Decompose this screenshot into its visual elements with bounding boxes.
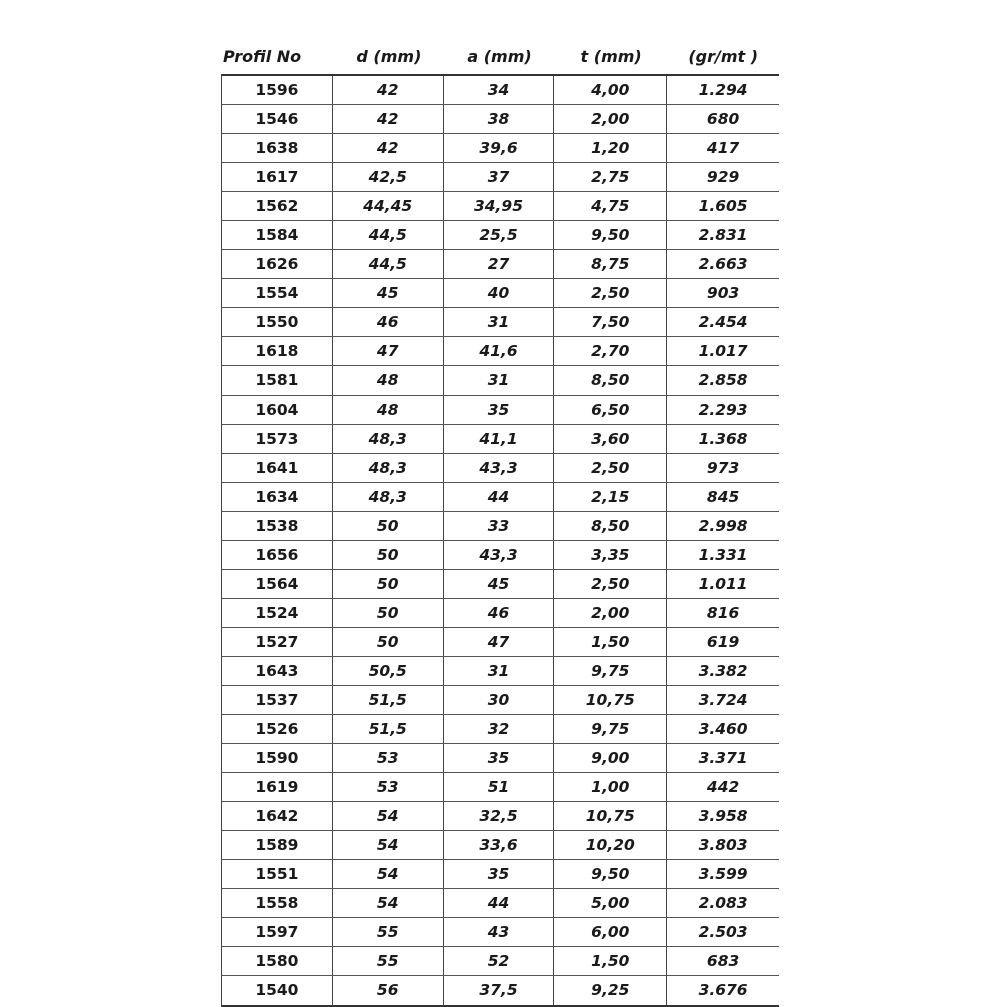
cell-d-mm: 56 [333,976,444,1004]
cell-a-mm: 43,3 [444,541,555,569]
cell-a-mm: 39,6 [444,134,555,162]
cell-d-mm: 48 [333,396,444,424]
table-row [222,889,779,918]
cell-gr-mt: 3.382 [698,661,748,680]
cell-a-mm: 27 [444,250,555,278]
table-row [222,628,779,657]
cell-a-mm: 45 [444,570,555,598]
table-row [222,483,779,512]
cell-gr-mt: 3.958 [698,807,748,826]
cell-t-mm: 7,50 [554,308,667,336]
cell-a-mm: 30 [444,686,555,714]
cell-gr-mt: 1.294 [698,81,748,100]
cell-gr-mt: 1.605 [698,197,748,216]
table-row [222,134,779,163]
cell-profil-no: 1604 [222,396,333,424]
cell-a-mm: 38 [444,105,555,133]
cell-profil-no: 1597 [222,918,333,946]
cell-a-mm: 35 [444,860,555,888]
cell-t-mm: 2,00 [554,105,667,133]
cell-t-mm: 3,60 [554,425,667,453]
cell-gr-mt: 2.503 [698,923,748,942]
cell-gr-mt: 2.998 [698,516,748,535]
cell-d-mm: 54 [333,860,444,888]
table-row [222,454,779,483]
cell-t-mm: 10,20 [554,831,667,859]
cell-a-mm: 31 [444,366,555,394]
cell-profil-no: 1617 [222,163,333,191]
cell-a-mm: 51 [444,773,555,801]
cell-profil-no: 1643 [222,657,333,685]
cell-d-mm: 42 [333,134,444,162]
cell-gr-mt: 619 [706,632,740,651]
cell-t-mm: 3,35 [554,541,667,569]
cell-profil-no: 1581 [222,366,333,394]
cell-gr-mt: 417 [706,139,740,158]
cell-profil-no: 1546 [222,105,333,133]
cell-gr-mt: 903 [706,284,740,303]
table-row [222,337,779,366]
table-row [222,744,779,773]
table-row [222,773,779,802]
cell-profil-no: 1642 [222,802,333,830]
cell-gr-mt: 1.331 [698,545,748,564]
table-row [222,570,779,599]
cell-profil-no: 1638 [222,134,333,162]
cell-gr-mt: 1.368 [698,429,748,448]
cell-d-mm: 54 [333,889,444,917]
cell-gr-mt: 3.371 [698,749,748,768]
table-row [222,192,779,221]
cell-gr-mt: 2.293 [698,400,748,419]
header-a-mm: a (mm) [467,46,532,66]
cell-t-mm: 2,50 [554,454,667,482]
table-row [222,860,779,889]
table-row [222,831,779,860]
cell-a-mm: 37,5 [444,976,555,1004]
cell-t-mm: 8,50 [554,366,667,394]
table-row [222,279,779,308]
cell-d-mm: 48,3 [333,425,444,453]
cell-profil-no: 1634 [222,483,333,511]
cell-a-mm: 31 [444,308,555,336]
cell-profil-no: 1584 [222,221,333,249]
cell-d-mm: 44,5 [333,221,444,249]
cell-t-mm: 4,00 [554,76,667,104]
cell-d-mm: 48,3 [333,483,444,511]
cell-a-mm: 25,5 [444,221,555,249]
cell-t-mm: 2,50 [554,570,667,598]
cell-d-mm: 50 [333,512,444,540]
cell-t-mm: 8,75 [554,250,667,278]
cell-d-mm: 53 [333,744,444,772]
cell-gr-mt: 845 [706,487,740,506]
table-row [222,599,779,628]
cell-profil-no: 1626 [222,250,333,278]
cell-d-mm: 42 [333,76,444,104]
cell-d-mm: 50 [333,628,444,656]
cell-profil-no: 1526 [222,715,333,743]
table-row [222,105,779,134]
cell-d-mm: 46 [333,308,444,336]
cell-d-mm: 44,45 [333,192,444,220]
cell-t-mm: 8,50 [554,512,667,540]
cell-a-mm: 34 [444,76,555,104]
cell-a-mm: 35 [444,744,555,772]
table-row [222,366,779,395]
cell-t-mm: 5,00 [554,889,667,917]
cell-a-mm: 43 [444,918,555,946]
cell-a-mm: 34,95 [444,192,555,220]
table-row [222,308,779,337]
cell-a-mm: 47 [444,628,555,656]
cell-profil-no: 1573 [222,425,333,453]
cell-t-mm: 9,50 [554,221,667,249]
cell-profil-no: 1524 [222,599,333,627]
cell-d-mm: 48 [333,366,444,394]
cell-profil-no: 1540 [222,976,333,1004]
cell-d-mm: 44,5 [333,250,444,278]
table-row [222,396,779,425]
cell-t-mm: 2,00 [554,599,667,627]
cell-t-mm: 4,75 [554,192,667,220]
cell-t-mm: 9,50 [554,860,667,888]
cell-d-mm: 42 [333,105,444,133]
cell-d-mm: 50 [333,570,444,598]
cell-a-mm: 44 [444,889,555,917]
cell-a-mm: 43,3 [444,454,555,482]
cell-t-mm: 9,25 [554,976,667,1004]
cell-d-mm: 55 [333,947,444,975]
table-row [222,76,779,105]
table-row [222,425,779,454]
cell-t-mm: 1,50 [554,628,667,656]
cell-a-mm: 35 [444,396,555,424]
cell-gr-mt: 929 [706,168,740,187]
header-profil-no: Profil No [223,46,302,66]
cell-gr-mt: 973 [706,458,740,477]
cell-a-mm: 41,6 [444,337,555,365]
cell-a-mm: 37 [444,163,555,191]
header-gr-mt: (gr/mt ) [688,46,759,66]
cell-gr-mt: 816 [706,603,740,622]
cell-profil-no: 1590 [222,744,333,772]
cell-a-mm: 46 [444,599,555,627]
table-header-row [221,38,779,74]
cell-a-mm: 44 [444,483,555,511]
cell-a-mm: 41,1 [444,425,555,453]
cell-d-mm: 45 [333,279,444,307]
cell-profil-no: 1550 [222,308,333,336]
cell-t-mm: 1,00 [554,773,667,801]
table-row [222,250,779,279]
cell-profil-no: 1564 [222,570,333,598]
table-row [222,918,779,947]
cell-t-mm: 2,50 [554,279,667,307]
cell-a-mm: 32,5 [444,802,555,830]
table-body [221,74,779,1007]
table-row [222,715,779,744]
cell-a-mm: 33 [444,512,555,540]
cell-profil-no: 1641 [222,454,333,482]
cell-t-mm: 2,75 [554,163,667,191]
cell-gr-mt: 3.599 [698,865,748,884]
cell-profil-no: 1538 [222,512,333,540]
cell-gr-mt: 2.083 [698,894,748,913]
cell-t-mm: 9,00 [554,744,667,772]
cell-profil-no: 1558 [222,889,333,917]
cell-gr-mt: 2.663 [698,255,748,274]
cell-t-mm: 1,20 [554,134,667,162]
cell-t-mm: 10,75 [554,802,667,830]
cell-d-mm: 51,5 [333,715,444,743]
cell-profil-no: 1589 [222,831,333,859]
cell-d-mm: 53 [333,773,444,801]
cell-a-mm: 52 [444,947,555,975]
cell-t-mm: 6,00 [554,918,667,946]
cell-gr-mt: 683 [706,952,740,971]
table-row [222,947,779,976]
cell-gr-mt: 3.676 [698,981,748,1000]
cell-gr-mt: 2.831 [698,226,748,245]
cell-gr-mt: 442 [706,778,740,797]
cell-d-mm: 50,5 [333,657,444,685]
cell-t-mm: 9,75 [554,657,667,685]
cell-t-mm: 2,15 [554,483,667,511]
table-row [222,657,779,686]
cell-d-mm: 50 [333,599,444,627]
cell-a-mm: 40 [444,279,555,307]
cell-profil-no: 1619 [222,773,333,801]
cell-gr-mt: 1.011 [698,574,748,593]
cell-profil-no: 1554 [222,279,333,307]
cell-t-mm: 9,75 [554,715,667,743]
table-row [222,512,779,541]
cell-d-mm: 54 [333,831,444,859]
table-row [222,541,779,570]
cell-t-mm: 1,50 [554,947,667,975]
cell-a-mm: 33,6 [444,831,555,859]
table-row [222,163,779,192]
table-row [222,802,779,831]
cell-d-mm: 51,5 [333,686,444,714]
cell-t-mm: 2,70 [554,337,667,365]
cell-profil-no: 1656 [222,541,333,569]
cell-d-mm: 48,3 [333,454,444,482]
cell-profil-no: 1596 [222,76,333,104]
cell-a-mm: 31 [444,657,555,685]
cell-profil-no: 1537 [222,686,333,714]
cell-gr-mt: 1.017 [698,342,748,361]
cell-t-mm: 10,75 [554,686,667,714]
cell-gr-mt: 3.803 [698,836,748,855]
cell-d-mm: 47 [333,337,444,365]
profile-table [221,38,779,1007]
cell-d-mm: 55 [333,918,444,946]
cell-profil-no: 1562 [222,192,333,220]
cell-d-mm: 42,5 [333,163,444,191]
cell-gr-mt: 3.460 [698,720,748,739]
cell-profil-no: 1618 [222,337,333,365]
cell-d-mm: 50 [333,541,444,569]
cell-t-mm: 6,50 [554,396,667,424]
cell-gr-mt: 2.454 [698,313,748,332]
cell-profil-no: 1551 [222,860,333,888]
table-row [222,686,779,715]
cell-gr-mt: 2.858 [698,371,748,390]
table-row [222,221,779,250]
table-row [222,976,779,1006]
cell-gr-mt: 680 [706,110,740,129]
cell-a-mm: 32 [444,715,555,743]
header-d-mm: d (mm) [356,46,422,66]
cell-d-mm: 54 [333,802,444,830]
cell-profil-no: 1580 [222,947,333,975]
cell-profil-no: 1527 [222,628,333,656]
cell-gr-mt: 3.724 [698,691,748,709]
header-t-mm: t (mm) [580,46,642,66]
